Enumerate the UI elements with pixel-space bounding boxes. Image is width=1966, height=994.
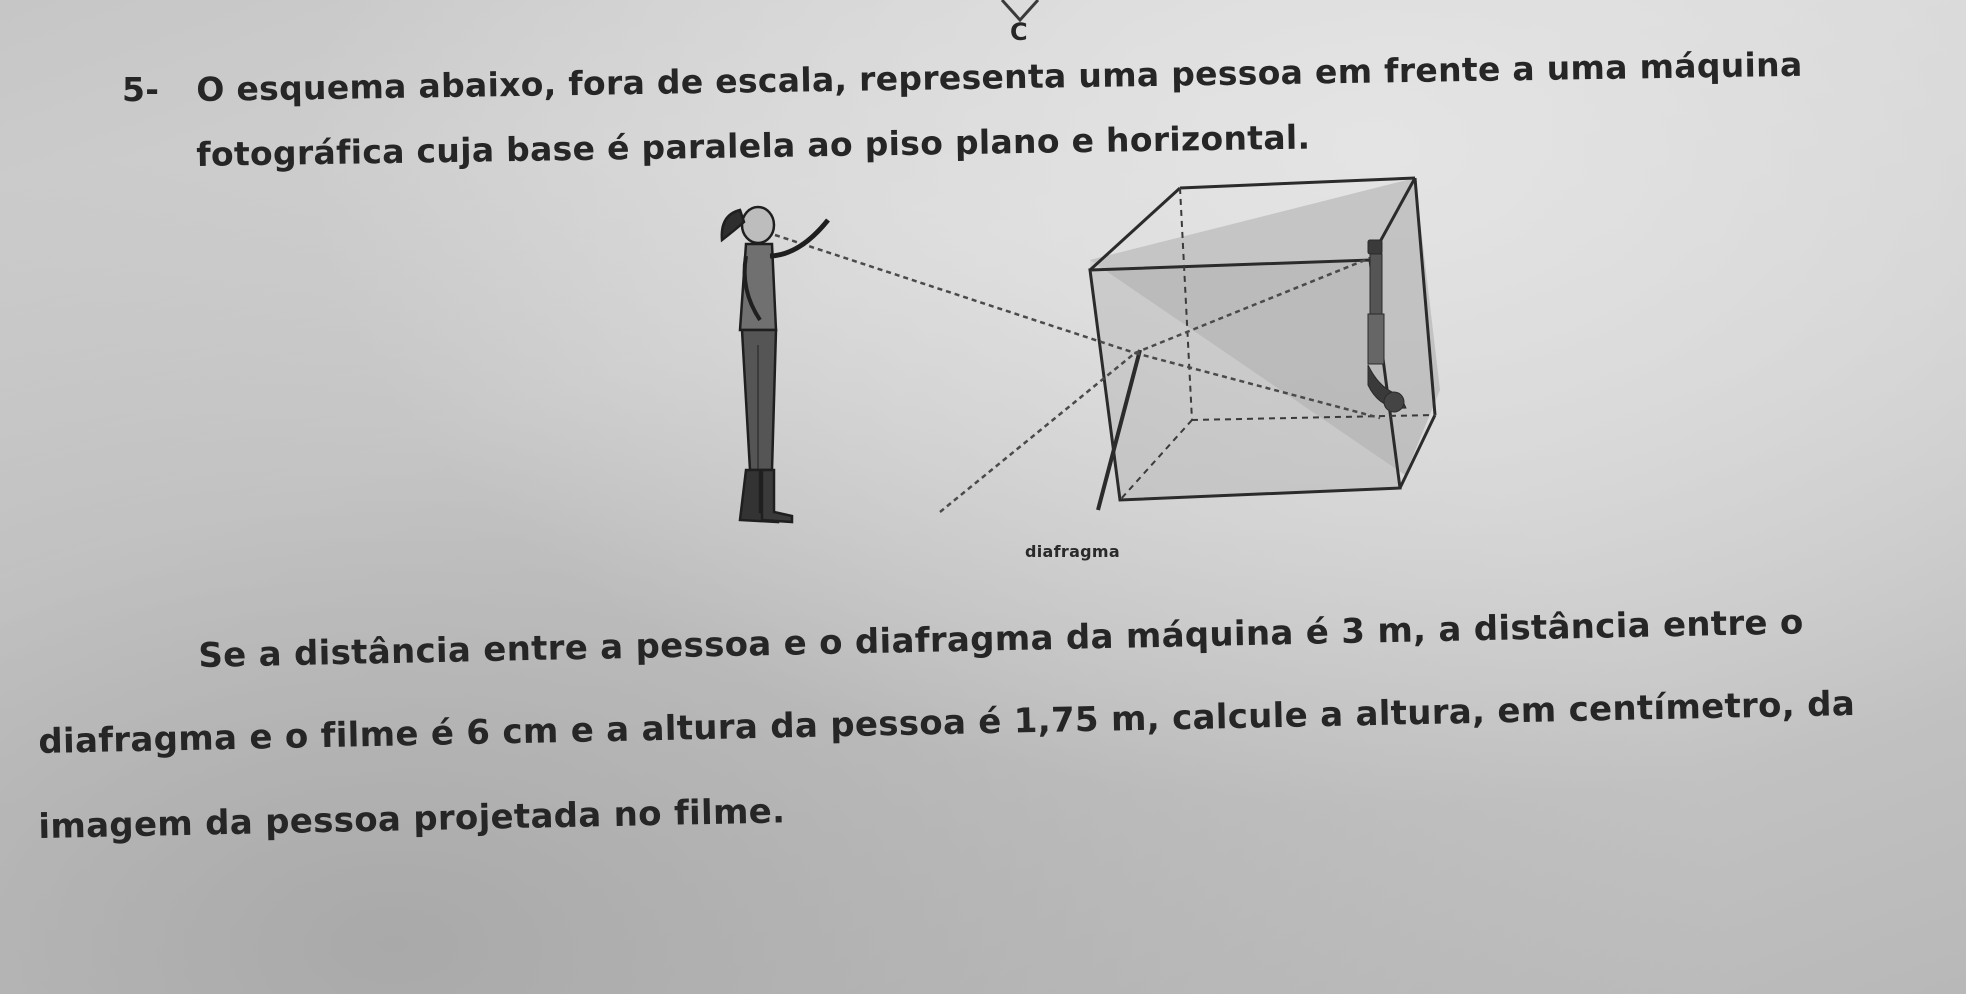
page-header-mark: C <box>1010 18 1028 46</box>
pinhole-camera-diagram <box>680 170 1460 590</box>
problem-line-3: imagem da pessoa projetada no filme. <box>38 791 786 847</box>
diagram-label-diafragma: diafragma <box>1025 542 1121 561</box>
person-figure <box>722 207 828 522</box>
camera-box <box>1090 178 1440 500</box>
problem-line-1: Se a distância entre a pessoa e o diafragma da máquina é 3 m, a distância entre o <box>198 602 1805 676</box>
question-number: 5- <box>122 70 160 109</box>
question-line-1: O esquema abaixo, fora de escala, representa uma pessoa em frente a uma máquina <box>196 44 1803 109</box>
problem-line-2: diafragma e o filme é 6 cm e a altura da pessoa é 1,75 m, calcule a altura, em centímetro, da <box>38 683 1856 762</box>
question-line-2: fotográfica cuja base é paralela ao piso plano e horizontal. <box>196 117 1311 174</box>
